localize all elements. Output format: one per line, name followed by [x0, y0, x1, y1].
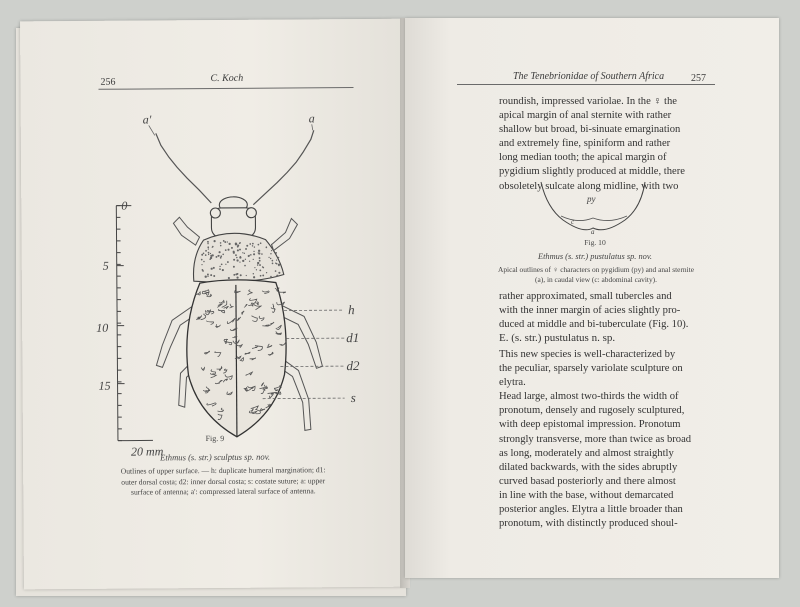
fig10-caption-line: (a), in caudal view (c: abdominal cavity).: [535, 275, 657, 284]
scale-tick-20mm: 20 mm: [130, 444, 164, 459]
text-line: duced at middle and bi-tuberculate (Fig. 10).: [499, 319, 689, 331]
fig9-caption-line: surface of antenna; a': compressed lateral surface of antenna.: [130, 486, 316, 497]
pygidium-figure: [533, 178, 653, 238]
right-head-rule: [457, 84, 715, 85]
fig9-caption-line: outer dorsal costa; d2: inner dorsal costa; s: costate suture; a: upper: [121, 475, 326, 487]
text-line: rather approximated, small tubercles and: [499, 291, 672, 302]
text-line: in line with the base, without demarcated: [499, 489, 674, 501]
text-line: the peculiar, sparsely variolate sculpture on: [499, 363, 683, 375]
text-line: obsoletely sulcate along midline, with two: [499, 180, 679, 192]
beetle-pronotum: [193, 233, 284, 282]
text-line: long median tooth; the apical margin of: [499, 152, 667, 164]
text-line: pygidium slightly produced at middle, there: [499, 166, 685, 178]
text-line: roundish, impressed variolae. In the ♀ the: [499, 96, 677, 107]
fig9-label: Fig. 9: [205, 433, 225, 444]
fig10-caption-line: Apical outlines of ♀ characters on pygidium (py) and anal sternite: [498, 265, 694, 274]
left-page: [20, 19, 408, 590]
label-d2: d2: [346, 357, 360, 374]
text-line: apical margin of anal sternite with rather: [499, 110, 672, 122]
text-line: and extremely fine, spiniform and rather: [499, 138, 671, 150]
label-a-fig10: a: [591, 228, 595, 236]
label-c: c: [571, 218, 575, 226]
right-page-number: 257: [691, 73, 706, 84]
scale-bar: [116, 205, 153, 440]
beetle-figure: [21, 94, 408, 477]
antennae: [156, 130, 315, 205]
fig9-caption-line: Outlines of upper surface. — h: duplicate humeral margination; d1:: [120, 465, 326, 476]
fig10-caption: [451, 265, 741, 285]
fig9-caption-title: Ethmus (s. str.) sculptus sp. nov.: [160, 451, 271, 463]
text-line: posterior angles. Elytra a little broader than: [499, 504, 683, 516]
label-h: h: [347, 302, 355, 318]
right-running-head: The Tenebrionidae of Southern Africa: [513, 71, 665, 82]
text-line: pronotum, densely and rugosely sculptured,: [499, 405, 685, 417]
scale-tick-15: 15: [98, 378, 111, 393]
text-line: strongly transverse, more than twice as broad: [499, 433, 692, 445]
paragraph-2: [499, 290, 688, 332]
text-line: with deep epistomal impression. Pronotum: [499, 419, 681, 431]
left-page-number: 256: [100, 76, 116, 88]
left-head-rule: [98, 87, 353, 90]
fig10-caption-title: Ethmus (s. str.) pustulatus sp. nov.: [537, 252, 653, 261]
text-line: This new species is well-characterized by: [499, 349, 676, 360]
text-line: curved basad posteriorly and there almost: [499, 475, 676, 487]
label-py: py: [587, 194, 596, 204]
text-line: shallow but broad, bi-sinuate emargination: [499, 124, 681, 136]
label-a-prime: a': [142, 112, 152, 127]
label-d1: d1: [346, 329, 360, 346]
text-line: Head large, almost two-thirds the width of: [499, 391, 679, 403]
paragraph-3: [499, 348, 691, 531]
right-page: [405, 18, 779, 578]
fig9-caption: [73, 465, 373, 499]
text-line: dilated backwards, with the sides abruptly: [499, 461, 678, 473]
text-line: as long, moderately and almost straightly: [499, 447, 674, 459]
label-a: a: [308, 111, 315, 126]
text-line: elytra.: [499, 377, 526, 389]
left-running-head: C. Koch: [210, 72, 244, 85]
text-line: pronotum, with distinctly produced shoul-: [499, 518, 678, 530]
label-s: s: [350, 390, 356, 406]
text-line: with the inner margin of acies slightly pro-: [499, 305, 681, 317]
scale-tick-0: 0: [121, 198, 128, 213]
fig10-label: Fig. 10: [584, 238, 606, 247]
species-heading: E. (s. str.) pustulatus n. sp.: [499, 332, 616, 344]
beetle-head: [210, 197, 256, 238]
scale-tick-5: 5: [102, 258, 109, 273]
scale-tick-10: 10: [96, 320, 109, 335]
